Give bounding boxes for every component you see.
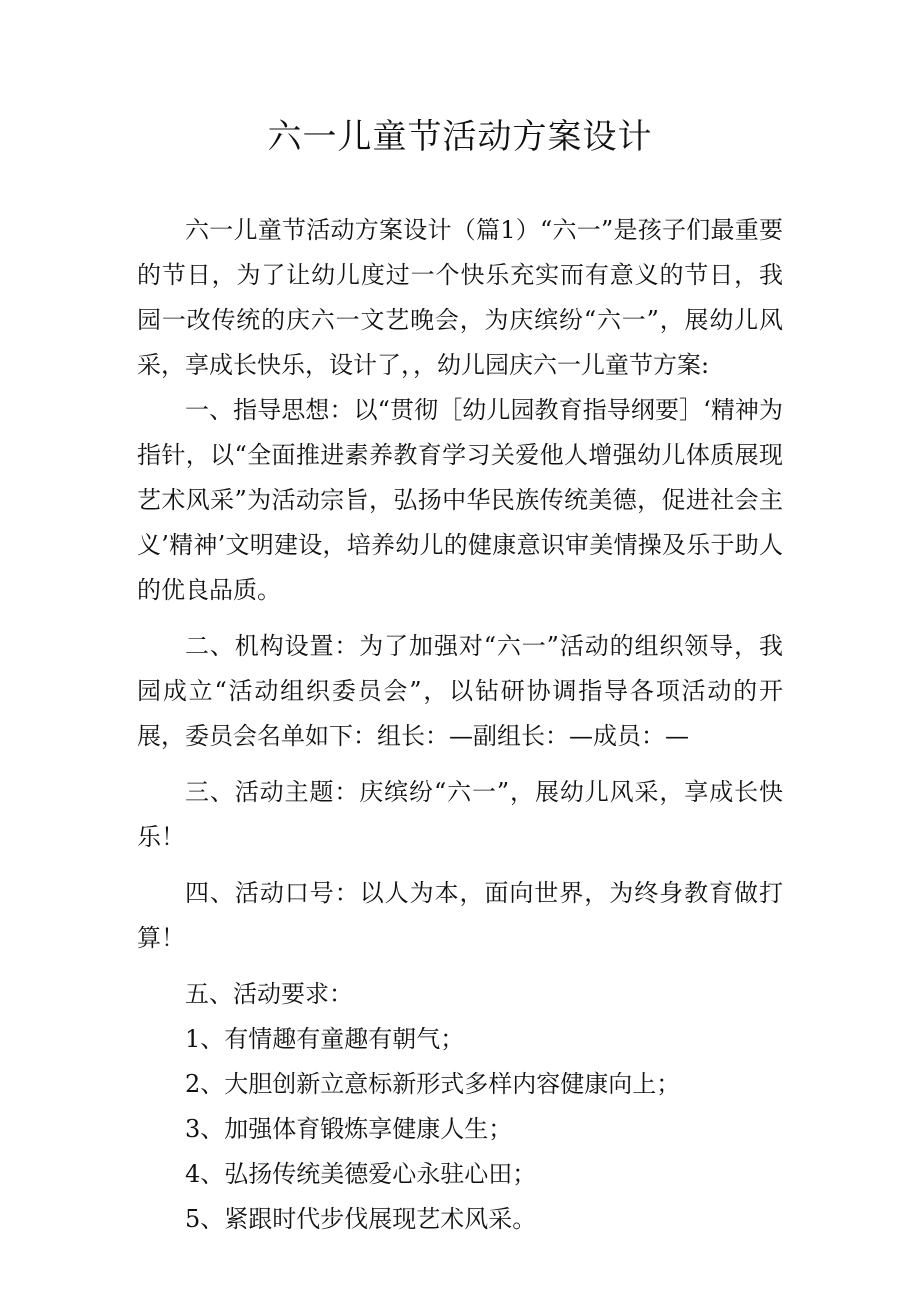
requirement-item-4: 4、弘扬传统美德爱心永驻心田； [185,1160,537,1188]
requirement-item-1: 1、有情趣有童趣有朝气； [185,1025,465,1053]
requirement-item-2: 2、大胆创新立意标新形式多样内容健康向上； [185,1070,681,1098]
paragraph-guiding-ideology: 一、指导思想：以“贯彻［幼儿园教育指导纲要］‘精神为指针，以“全面推进素养教育学习关爱他人增强幼儿体质展现艺术风采”为活动宗旨，弘扬中华民族传统美德，促进社会主义’精神’文明建设，培养幼儿的健康意识审美情操及乐于助人的优良品质。 [137,396,783,604]
document-body [137,208,783,1242]
paragraph-organization: 二、机构设置：为了加强对“六一”活动的组织领导，我园成立“活动组织委员会”，以钻研协调指导各项活动的开展，委员会名单如下：组长：—副组长：—成员：— [137,632,783,750]
paragraph-slogan: 四、活动口号：以人为本，面向世界，为终身教育做打算！ [137,879,783,952]
paragraph-intro: 六一儿童节活动方案设计（篇1）“六一”是孩子们最重要的节日，为了让幼儿度过一个快乐充实而有意义的节日，我园一改传统的庆六一文艺晚会，为庆缤纷“六一”，展幼儿风采，享成长快乐，设计了，，幼儿园庆六一儿童节方案: [137,216,783,379]
document-title: 六一儿童节活动方案设计 [267,117,653,157]
paragraph-theme: 三、活动主题：庆缤纷“六一”，展幼儿风采，享成长快乐！ [137,778,783,851]
requirement-item-3: 3、加强体育锻炼享健康人生； [185,1115,513,1143]
requirement-item-5: 5、紧跟时代步伐展现艺术风采。 [185,1205,537,1233]
paragraph-requirements-heading: 五、活动要求： [185,980,353,1008]
